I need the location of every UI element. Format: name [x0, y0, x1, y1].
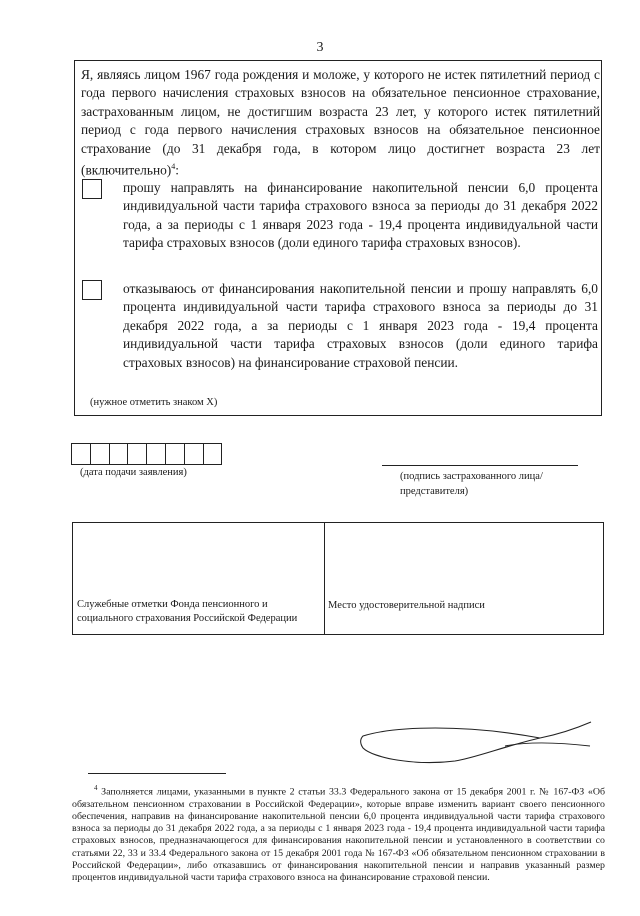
footnote	[72, 782, 605, 885]
date-cell[interactable]	[109, 443, 129, 465]
option-2-text: отказываюсь от финансирования накопительной пенсии и прошу направлять 6,0 процента индивидуальной части тарифа страхового взноса за периоды до 31 декабря 2022 года, а за периоды с 1 января 2023 года - 19,4 процента индивидуальной части тарифа страховых взносов (доли единого тарифа страховых взносов) на финансирование страховой пенсии.	[123, 281, 598, 370]
stamp-table-divider	[324, 522, 325, 635]
mark-note: (нужное отметить знаком X)	[90, 397, 218, 408]
date-cell[interactable]	[127, 443, 147, 465]
signature-label	[400, 469, 543, 499]
fund-notes-line1: Служебные отметки Фонда пенсионного и	[77, 599, 268, 610]
signature-label-line1: (подпись застрахованного лица/	[400, 471, 543, 482]
date-label: (дата подачи заявления)	[80, 467, 187, 478]
option-2-checkbox[interactable]	[82, 280, 102, 300]
page-number: 3	[316, 40, 324, 55]
date-cell[interactable]	[184, 443, 204, 465]
option-1-checkbox[interactable]	[82, 179, 102, 199]
signature-line[interactable]	[382, 465, 578, 466]
option-1-text: прошу направлять на финансирование накопительной пенсии 6,0 процента индивидуальной части тарифа страхового взноса за периоды до 31 декабря 2022 года, а за периоды с 1 января 2023 года - 19,4 процента индивидуальной части тарифа страховых взносов (доли единого тарифа страховых взносов).	[123, 180, 598, 251]
signature-label-line2: представителя)	[400, 486, 469, 497]
footnote-text: Заполняется лицами, указанными в пункте 2 статьи 33.3 Федерального закона от 15 декабря 2001 г. № 167-ФЗ «Об обязательном пенсионном страховании в Российской Федерации», которые вправе изменить вариант своего пенсионного обеспечения, направив на финансирование накопительной пенсии 6,0 процента индивидуальной части тарифа страхового взноса за периоды до 31 декабря 2022 года, а за периоды с 1 января 2023 года - 19,4 процента индивидуальной части тарифа страховых взносов, предназначающегося для финансирования накопительной пенсии и установленного в соответствии со статьями 22, 33 и 33.4 Федерального закона от 15 декабря 2001 года № 167-ФЗ «Об обязательном пенсионном страховании в Российской Федерации», либо отказавшись от финансирования накопительной пенсии и направив указанный размер процентов индивидуальной части тарифа страхового взноса на финансирование страховой пенсии.	[72, 786, 606, 884]
date-cell[interactable]	[71, 443, 91, 465]
intro-paragraph	[81, 66, 600, 180]
date-input-cells[interactable]	[72, 443, 222, 465]
intro-suffix: :	[175, 162, 180, 178]
certification-place-label: Место удостоверительной надписи	[328, 600, 485, 611]
fund-notes-line2: социального страхования Российской Федерации	[77, 613, 298, 624]
date-cell[interactable]	[90, 443, 110, 465]
date-cell[interactable]	[203, 443, 223, 465]
footnote-separator	[88, 773, 226, 774]
intro-footnote-ref: 4	[171, 162, 176, 172]
fund-service-notes-label	[77, 598, 317, 626]
footnote-mark: 4	[94, 784, 98, 792]
date-cell[interactable]	[146, 443, 166, 465]
date-cell[interactable]	[165, 443, 185, 465]
intro-text: Я, являясь лицом 1967 года рождения и моложе, у которого не истек пятилетний период с года первого начисления страховых взносов на обязательное пенсионное страхование, застрахованным лицом, не достигшим возраста 23 лет, у которого истек пятилетний период с года первого начисления страховых взносов на обязательное пенсионное страхование (до 31 декабря года, в котором лицо достигнет возраста 23 лет (включительно)	[81, 67, 600, 178]
handwritten-signature	[355, 712, 605, 772]
